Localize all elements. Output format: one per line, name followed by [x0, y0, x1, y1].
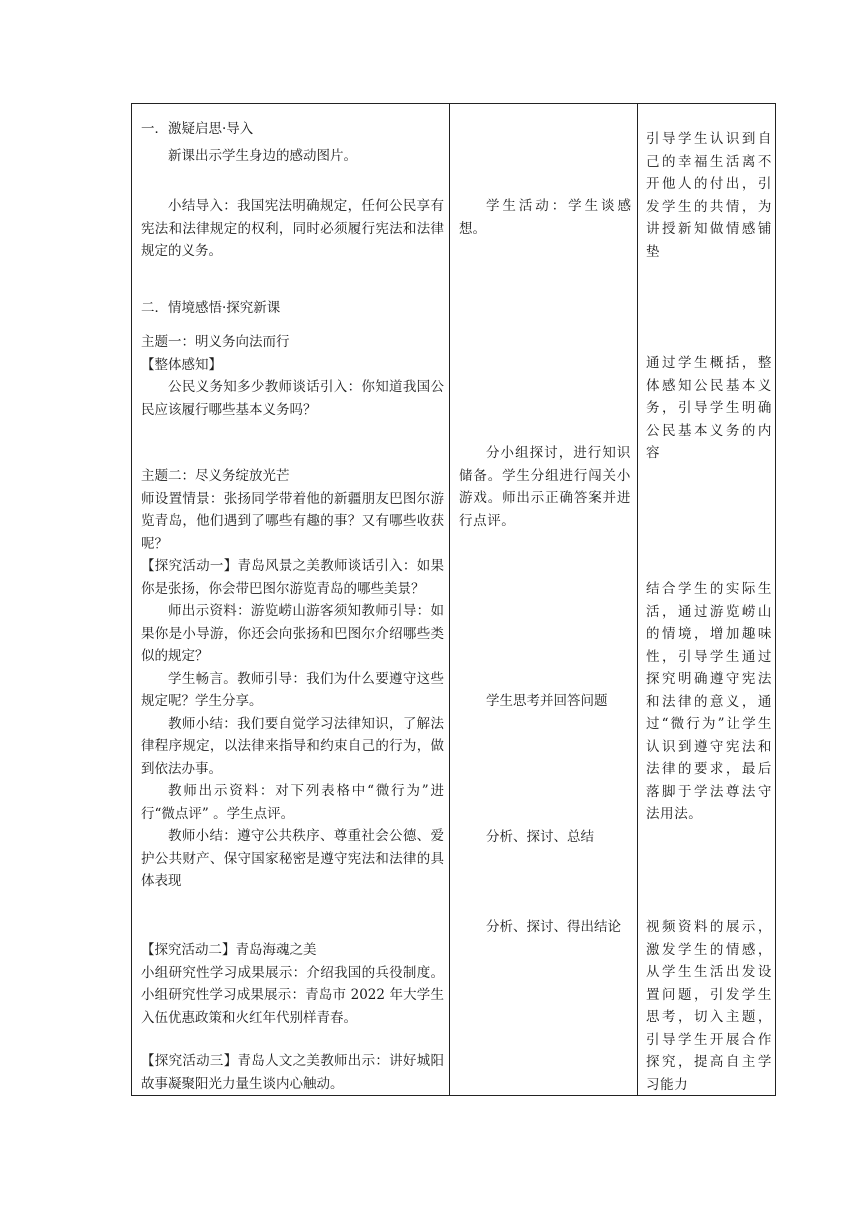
activity-3-text: 【探究活动三】青岛人文之美教师出示：讲好城阳故事凝聚阳光力量生谈内心触动。 [141, 1053, 444, 1092]
table-row [132, 104, 776, 1096]
theme-2-block [141, 465, 444, 893]
student-activity-3-text: 学生思考并回答问题 [486, 693, 608, 709]
activity-1-micro-behavior: 教师出示资料：对下列表格中“微行为”进行“微点评” 。学生点评。 [141, 783, 444, 822]
theme-2-title: 主题二：尽义务绽放光芒 [141, 468, 290, 484]
design-intent-2 [646, 352, 772, 465]
design-intent-1 [646, 128, 772, 263]
theme-1-title: 主题一：明义务向法而行 [141, 334, 290, 350]
student-activity-4-text: 分析、探讨、总结 [486, 829, 594, 845]
student-activity-2-text: 分小组探讨，进行知识储备。学生分组进行闯关小游戏。师出示正确答案并进行点评。 [459, 445, 631, 529]
process-column [132, 104, 450, 1096]
student-activity-5-text: 分析、探讨、得出结论 [486, 919, 621, 935]
student-activity-4 [459, 826, 631, 849]
activity-1-material: 师出示资料：游览崂山游客须知教师引导：如果你是小导游，你还会向张扬和巴图尔介绍哪些类似的规定？ [141, 603, 444, 664]
summary-paragraph: 小结导入：我国宪法明确规定，任何公民享有宪法和法律规定的权利，同时必须履行宪法和法律规定的义务。 [141, 198, 444, 259]
activity-1-text: 【探究活动一】青岛风景之美教师谈话引入：如果你是张扬，你会带巴图尔游览青岛的哪些美景？ [141, 558, 444, 597]
activity-1-discussion: 学生畅言。教师引导：我们为什么要遵守这些规定呢？学生分享。 [141, 670, 444, 709]
overall-tag: 【整体感知】 [141, 356, 222, 373]
student-activity-2 [459, 442, 631, 532]
theme-1-block [141, 331, 444, 421]
design-intent-column [638, 104, 776, 1096]
section-heading-1: 一．激疑启思·导入 [141, 121, 254, 137]
intro-paragraph: 新课出示学生身边的感动图片。 [168, 147, 357, 164]
design-intent-1-text: 引导学生认识到自己的幸福生活离不开他人的付出，引发学生的共情，为讲授新知做情感铺垫 [646, 131, 772, 260]
student-activity-1-text: 学生活动：学生谈感想。 [459, 198, 631, 237]
design-intent-3-text: 结合学生的实际生活，通过游览崂山的情境，增加趣味性，引导学生通过探究明确遵守宪法和法律的意义，通过“微行为”让学生认识到遵守宪法和法律的要求，最后落脚于学法尊法守法用法。 [646, 581, 772, 822]
activity-1-conclusion: 教师小结：遵守公共秩序、尊重社会公德、爱护公共财产、保守国家秘密是遵守宪法和法律的具体表现 [141, 828, 444, 889]
scenario-text: 师设置情景：张扬同学带着他的新疆朋友巴图尔游览青岛，他们遇到了哪些有趣的事？又有哪些收获呢？ [141, 490, 444, 552]
design-intent-2-text: 通过学生概括，整体感知公民基本义务，引导学生明确公民基本义务的内容 [646, 355, 772, 461]
activity-3-block [141, 1050, 444, 1095]
design-intent-4-text: 视频资料的展示，激发学生的情感，从学生生活出发设置问题，引发学生思考，切入主题，引导学生开展合作探究，提高自主学习能力 [646, 919, 772, 1093]
design-intent-4 [646, 916, 772, 1096]
overall-text: 公民义务知多少教师谈话引入：你知道我国公民应该履行哪些基本义务吗？ [141, 379, 444, 418]
student-activity-3 [459, 690, 631, 713]
section-heading-2: 二．情境感悟·探究新课 [141, 300, 281, 316]
activity-2-text: 小组研究性学习成果展示：介绍我国的兵役制度。小组研究性学习成果展示：青岛市 2022 年大学生入伍优惠政策和火红年代别样青春。 [141, 964, 444, 1026]
design-intent-3 [646, 578, 772, 826]
student-activity-5 [459, 916, 631, 939]
intro-summary [141, 195, 444, 263]
section-intro [141, 118, 444, 167]
activity-2-title: 【探究活动二】青岛海魂之美 [141, 942, 317, 958]
activity-1-summary: 教师小结：我们要自觉学习法律知识，了解法律程序规定，以法律来指导和约束自己的行为，做到依法办事。 [141, 715, 444, 777]
student-activity-1 [459, 195, 631, 240]
activity-2-block [141, 939, 444, 1029]
lesson-plan-table [131, 103, 776, 1096]
student-activity-column [450, 104, 638, 1096]
section-2-heading-block [141, 297, 444, 320]
